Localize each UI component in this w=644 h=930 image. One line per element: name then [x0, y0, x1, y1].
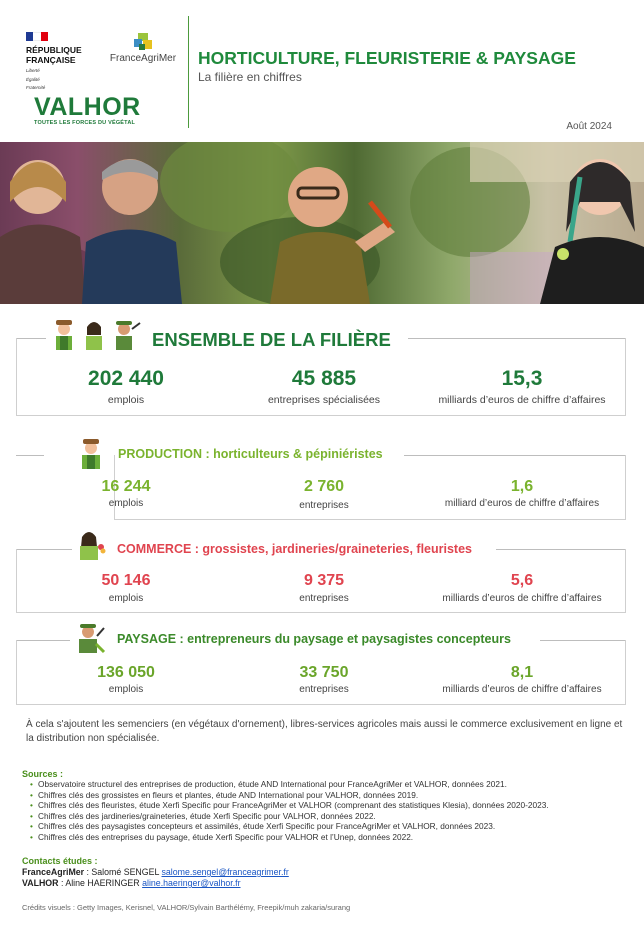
- landscaper-icon: [74, 622, 106, 654]
- ensemble-title: ENSEMBLE DE LA FILIÈRE: [152, 329, 391, 350]
- production-stat-value: 16 244: [101, 478, 151, 495]
- publication-date: Août 2024: [566, 121, 612, 132]
- production-stat-value: 1,6: [510, 478, 534, 495]
- paysage-stat-label: entreprises: [299, 684, 349, 695]
- commerce-stat-label: emplois: [108, 593, 144, 604]
- contacts-title: Contacts études :: [22, 856, 98, 866]
- image-credits: Crédits visuels : Getty Images, Kerisnel, VALHOR/Sylvain Barthélémy, Freepik/muh zakaria/surang: [22, 903, 351, 912]
- ensemble-stat-value: 15,3: [501, 367, 543, 390]
- sources-list: [30, 779, 549, 842]
- rf-motto-3: Fraternité: [26, 85, 46, 90]
- production-stat-label: entreprises: [299, 500, 349, 511]
- source-item: • Chiffres clés des paysagistes concepteurs et assimilés, étude Xerfi Specific pour FranceAgriMer et VALHOR, données 2023.: [30, 821, 549, 832]
- commerce-stat-label: entreprises: [299, 593, 349, 604]
- production-stat-value: 2 760: [303, 478, 345, 495]
- franceagrimer-name: FranceAgriMer: [109, 53, 177, 64]
- paysage-stat-label: emplois: [108, 684, 144, 695]
- ensemble-stat-value: 45 885: [291, 367, 357, 390]
- commerce-stat-value: 9 375: [303, 572, 345, 589]
- paysage-title: PAYSAGE : entrepreneurs du paysage et paysagistes concepteurs: [117, 632, 511, 646]
- ensemble-stat-label: entreprises spécialisées: [267, 394, 381, 406]
- additional-note: À cela s'ajoutent les semenciers (en végétaux d'ornement), libres-services agricoles mais aussi le commerce exclusivement en ligne et la distribution non spécialisée.: [26, 719, 623, 744]
- production-title: PRODUCTION : horticulteurs & pépiniéristes: [118, 447, 383, 461]
- paysage-stat-value: 8,1: [510, 664, 534, 681]
- source-item: • Chiffres clés des jardineries/graineteries, étude Xerfi Specific pour VALHOR, données 2022.: [30, 811, 549, 822]
- source-item: • Chiffres clés des grossistes en fleurs et plantes, étude AND International pour VALHOR, données 2019.: [30, 790, 549, 801]
- page-subtitle: La filière en chiffres: [198, 70, 302, 84]
- source-item: • Observatoire structurel des entreprises de production, étude AND International pour FranceAgriMer et VALHOR, données 2021.: [30, 779, 549, 790]
- paysage-stat-label: milliards d’euros de chiffre d’affaires: [442, 684, 602, 695]
- page-title: HORTICULTURE, FLEURISTERIE & PAYSAGE: [198, 48, 576, 68]
- valhor-name: VALHOR: [34, 93, 141, 121]
- header-photo-banner: [0, 142, 644, 304]
- valhor-logo: [34, 94, 159, 127]
- contact-valhor: [22, 878, 241, 888]
- contact-email-link[interactable]: aline.haeringer@valhor.fr: [142, 878, 241, 888]
- contact-name: : Salomé SENGEL: [84, 867, 162, 877]
- commerce-stat-label: milliards d’euros de chiffre d’affaires: [442, 593, 602, 604]
- ensemble-stat-label: milliards d’euros de chiffre d’affaires: [438, 394, 606, 406]
- source-item: • Chiffres clés des entreprises du paysage, étude Xerfi Specific pour VALHOR et l’Unep, données 2022.: [30, 832, 549, 843]
- republique-francaise-logo: [26, 32, 96, 91]
- paysage-stat-value: 136 050: [97, 664, 155, 681]
- rf-motto-2: Égalité: [26, 76, 40, 82]
- paysage-stat-value: 33 750: [299, 664, 349, 681]
- contact-email-link[interactable]: salome.sengel@franceagrimer.fr: [161, 867, 289, 877]
- rf-name-line1: RÉPUBLIQUE: [26, 45, 82, 55]
- valhor-tagline: TOUTES LES FORCES DU VÉGÉTAL: [34, 120, 136, 126]
- franceagrimer-logo: [106, 33, 180, 64]
- gardeners-group-icon: [50, 317, 142, 351]
- franceagrimer-mark-icon: [134, 33, 152, 51]
- ensemble-stat-value: 202 440: [88, 367, 164, 390]
- source-item: • Chiffres clés des fleuristes, étude Xerfi Specific pour FranceAgriMer et VALHOR (comprenant des statistiques Klesia), données 2020-2023.: [30, 800, 549, 811]
- producer-icon: [78, 438, 104, 470]
- rf-motto-1: Liberté: [26, 68, 40, 73]
- header-divider: [188, 16, 189, 128]
- french-flag-icon: [26, 32, 48, 41]
- sources-title: Sources :: [22, 769, 64, 779]
- commerce-stat-value: 5,6: [510, 572, 534, 589]
- production-title-line-left: [16, 455, 44, 456]
- contact-org: FranceAgriMer: [22, 867, 85, 877]
- commerce-stat-value: 50 146: [101, 572, 151, 589]
- florist-icon: [76, 529, 106, 561]
- production-stat-label: milliard d’euros de chiffre d’affaires: [444, 498, 600, 509]
- contact-org: VALHOR: [22, 878, 59, 888]
- contact-name: : Aline HAERINGER: [58, 878, 143, 888]
- ensemble-stat-label: emplois: [107, 394, 145, 406]
- rf-name-line2: FRANÇAISE: [26, 55, 76, 65]
- production-stat-label: emplois: [108, 498, 144, 509]
- commerce-title: COMMERCE : grossistes, jardineries/graineteries, fleuristes: [117, 542, 472, 556]
- contact-franceagrimer: [22, 867, 289, 877]
